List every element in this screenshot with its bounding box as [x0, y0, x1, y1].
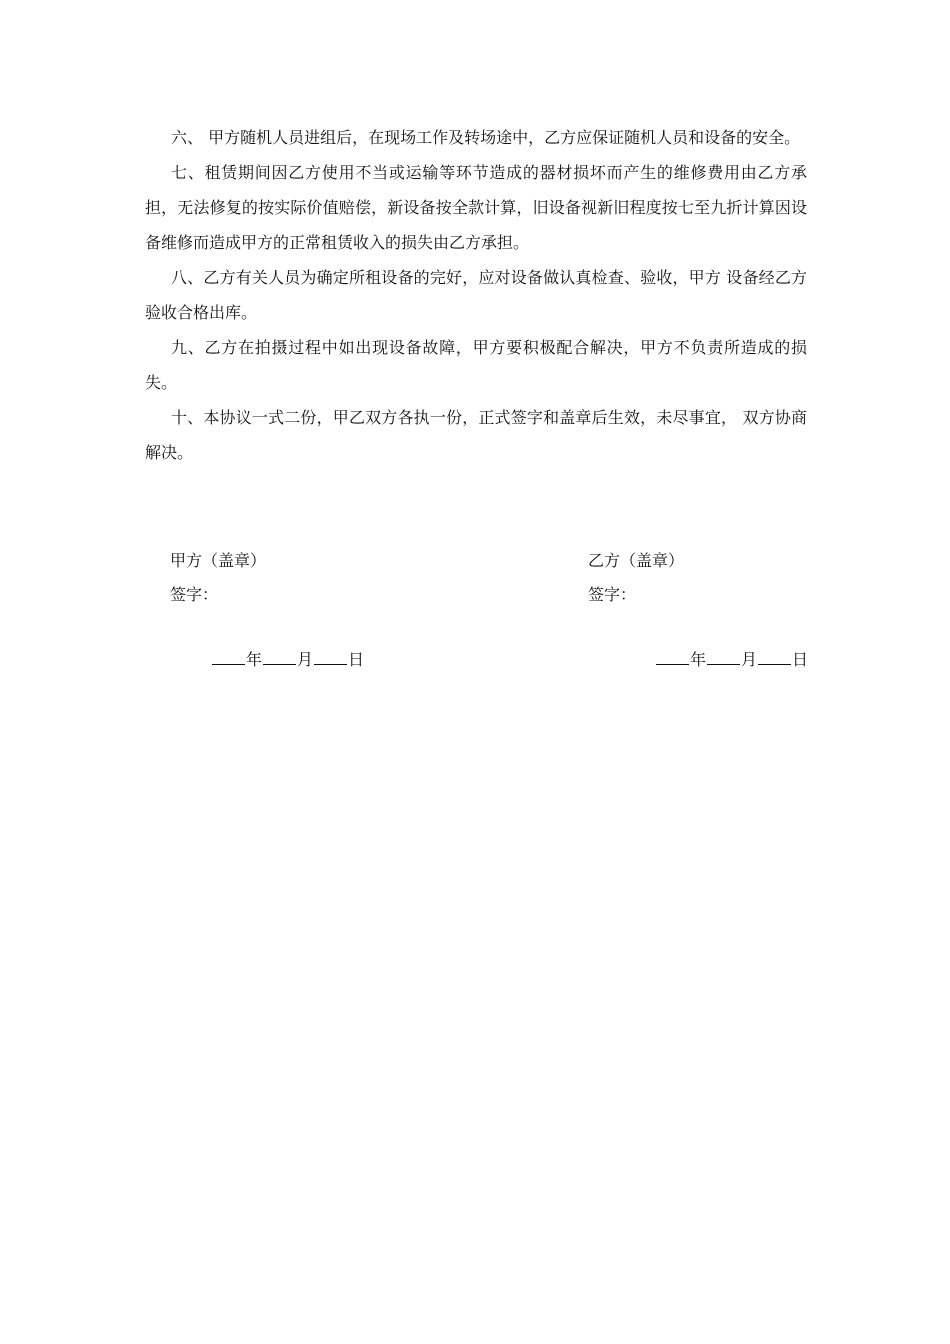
clause-7: 七、租赁期间因乙方使用不当或运输等环节造成的器材损坏而产生的维修费用由乙方承担，无法修复的按实际价值赔偿，新设备按全款计算，旧设备视新旧程度按七至九折计算因设备维修而造成甲方的正常租赁收入的损失由乙方承担。 — [145, 163, 807, 252]
day-blank — [314, 646, 347, 665]
day-blank — [758, 646, 791, 665]
party-b-date-line — [655, 645, 808, 675]
clause-8: 八、乙方有关人员为确定所租设备的完好，应对设备做认真检查、验收，甲方 设备经乙方验收合格出库。 — [145, 268, 807, 322]
day-label: 日 — [348, 650, 365, 669]
year-blank — [656, 646, 689, 665]
year-blank — [212, 646, 245, 665]
year-label: 年 — [690, 650, 707, 669]
clause-10: 十、本协议一式二份，甲乙双方各执一份，正式签字和盖章后生效，未尽事宜， 双方协商解决。 — [145, 408, 807, 462]
party-a-signature-block — [170, 544, 266, 612]
month-blank — [263, 646, 296, 665]
party-a-date-line — [211, 645, 364, 675]
clause-9: 九、乙方在拍摄过程中如出现设备故障，甲方要积极配合解决，甲方不负责所造成的损失。 — [145, 338, 807, 392]
year-label: 年 — [246, 650, 263, 669]
contract-clauses — [145, 120, 807, 470]
party-b-seal-label: 乙方（盖章） — [588, 551, 685, 570]
party-b-sign-label: 签字： — [588, 585, 637, 604]
month-blank — [707, 646, 740, 665]
month-label: 月 — [741, 650, 758, 669]
clause-6: 六、 甲方随机人员进组后，在现场工作及转场途中，乙方应保证随机人员和设备的安全。 — [171, 128, 801, 147]
party-a-sign-label: 签字： — [170, 585, 219, 604]
party-a-seal-label: 甲方（盖章） — [170, 551, 267, 570]
party-b-signature-block — [588, 544, 684, 612]
day-label: 日 — [792, 650, 809, 669]
month-label: 月 — [297, 650, 314, 669]
